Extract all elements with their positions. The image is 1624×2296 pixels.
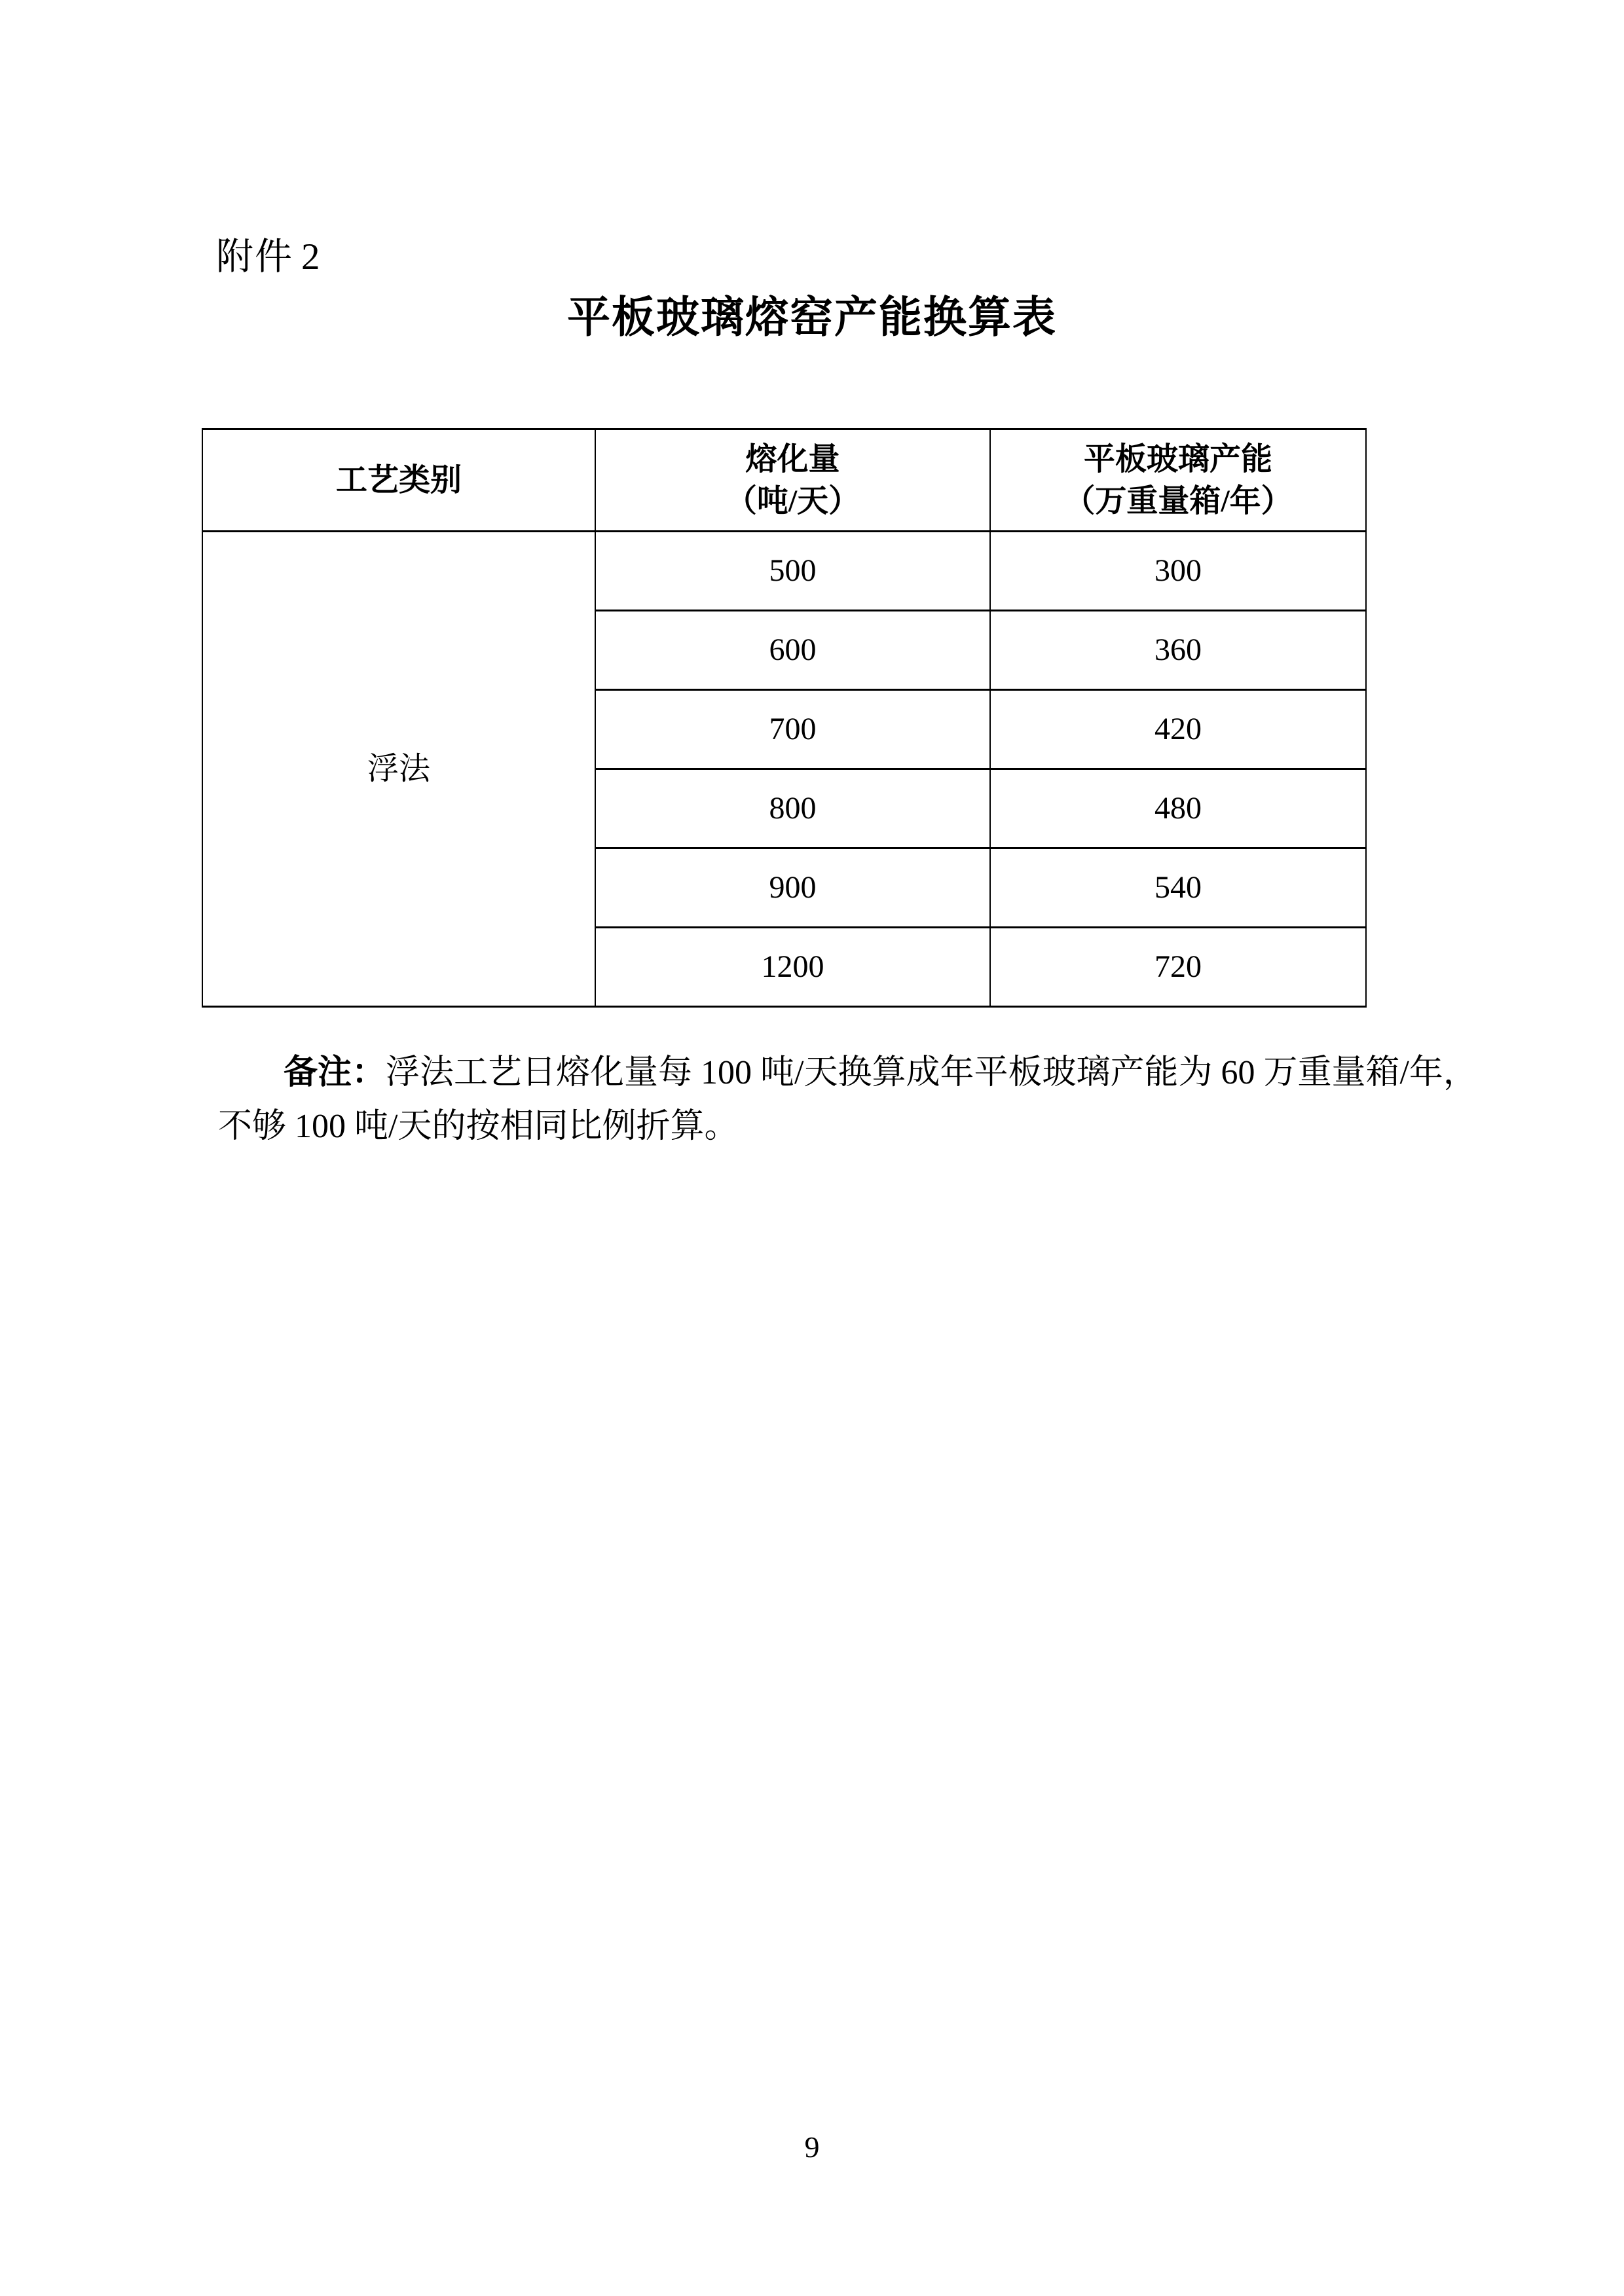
capacity-cell: 480 [990, 769, 1366, 848]
note-paragraph [218, 1046, 1477, 1154]
capacity-cell: 540 [990, 848, 1366, 928]
note-line-1 [218, 1046, 1477, 1100]
note-line-2: 不够 100 吨/天的按相同比例折算。 [218, 1108, 739, 1145]
header-glass-capacity-line2: （万重量箱/年） [1063, 483, 1293, 519]
capacity-conversion-table [202, 428, 1367, 1008]
melting-cell: 800 [595, 769, 990, 848]
page-title: 平板玻璃熔窑产能换算表 [567, 293, 1057, 341]
capacity-cell: 720 [990, 928, 1366, 1007]
capacity-cell: 300 [990, 532, 1366, 611]
table-row [202, 532, 1366, 611]
melting-cell: 500 [595, 532, 990, 611]
note-line-1-text: 浮法工艺日熔化量每 100 吨/天换算成年平板玻璃产能为 60 万重量箱/年， [386, 1054, 1477, 1091]
header-glass-capacity [990, 429, 1366, 532]
header-process-category: 工艺类别 [202, 429, 595, 532]
page-number: 9 [804, 2130, 820, 2164]
attachment-number: 2 [301, 236, 322, 278]
attachment-prefix: 附件 [216, 236, 293, 278]
attachment-label [216, 233, 322, 281]
melting-cell: 900 [595, 848, 990, 928]
header-melting-amount-line2: （吨/天） [725, 483, 860, 519]
melting-cell: 600 [595, 611, 990, 690]
header-melting-amount [595, 429, 990, 532]
header-melting-amount-line1: 熔化量 [745, 441, 840, 477]
header-glass-capacity-line1: 平板玻璃产能 [1083, 441, 1272, 477]
capacity-cell: 420 [990, 690, 1366, 769]
melting-cell: 700 [595, 690, 990, 769]
process-type-cell: 浮法 [202, 532, 595, 1007]
melting-cell: 1200 [595, 928, 990, 1007]
capacity-cell: 360 [990, 611, 1366, 690]
note-label: 备注： [284, 1054, 386, 1091]
table-header-row [202, 429, 1366, 532]
